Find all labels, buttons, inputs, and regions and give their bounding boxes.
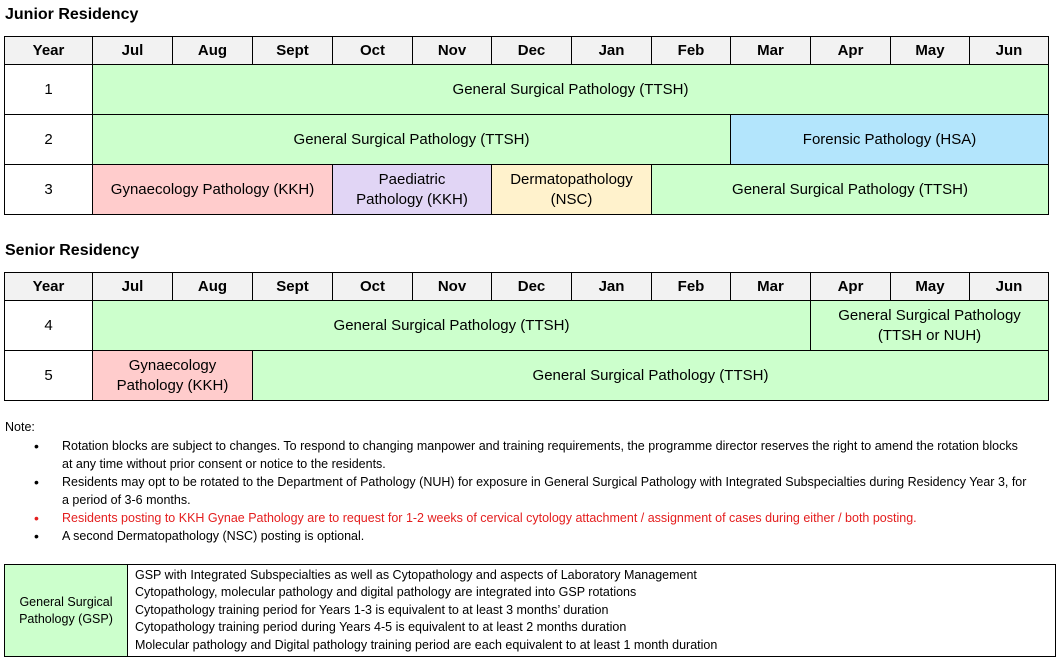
junior-header-oct: Oct: [333, 37, 413, 65]
senior-header-nov: Nov: [413, 273, 492, 301]
senior-header-mar: Mar: [731, 273, 811, 301]
junior-header-row: [5, 37, 1049, 65]
senior-header-apr: Apr: [811, 273, 891, 301]
rotation-block: General Surgical Pathology (TTSH): [93, 65, 1049, 115]
gsp-legend-line: Cytopathology training period during Years 4-5 is equivalent to at least 2 months duration: [135, 620, 627, 635]
senior-rotation-table: [4, 272, 1049, 401]
rotation-block: Forensic Pathology (HSA): [731, 115, 1049, 165]
senior-header-sept: Sept: [253, 273, 333, 301]
senior-header-jun: Jun: [970, 273, 1049, 301]
gsp-legend-line: Cytopathology, molecular pathology and digital pathology are integrated into GSP rotations: [135, 585, 637, 600]
junior-row-year-3: [5, 165, 1049, 215]
senior-row-year-5: [5, 351, 1049, 401]
junior-header-jun: Jun: [970, 37, 1049, 65]
rotation-block: Gynaecology Pathology (KKH): [93, 165, 333, 215]
year-cell: 5: [5, 351, 93, 401]
year-cell: 3: [5, 165, 93, 215]
senior-header-may: May: [891, 273, 970, 301]
senior-header-dec: Dec: [492, 273, 572, 301]
rotation-block: General Surgical Pathology (TTSH): [253, 351, 1049, 401]
gsp-legend-body: [128, 565, 1056, 657]
senior-header-jul: Jul: [93, 273, 173, 301]
rotation-block: General Surgical Pathology (TTSH): [652, 165, 1049, 215]
gsp-legend-table: [4, 564, 1056, 657]
rotation-block: Gynaecology Pathology (KKH): [93, 351, 253, 401]
junior-header-year: Year: [5, 37, 93, 65]
notes-label: Note:: [5, 420, 35, 434]
rotation-block: General Surgical Pathology (TTSH or NUH): [811, 301, 1049, 351]
junior-rotation-table: [4, 36, 1049, 215]
senior-row-year-4: [5, 301, 1049, 351]
rotation-block: General Surgical Pathology (TTSH): [93, 301, 811, 351]
year-cell: 4: [5, 301, 93, 351]
junior-header-may: May: [891, 37, 970, 65]
year-cell: 1: [5, 65, 93, 115]
senior-header-oct: Oct: [333, 273, 413, 301]
junior-header-feb: Feb: [652, 37, 731, 65]
note-item-3: • Residents posting to KKH Gynae Pathology are to request for 1-2 weeks of cervical cytology attachment / assignment of cases during either / both posting.: [38, 509, 1028, 527]
rotation-block: General Surgical Pathology (TTSH): [93, 115, 731, 165]
junior-row-year-2: [5, 115, 1049, 165]
junior-header-apr: Apr: [811, 37, 891, 65]
junior-header-nov: Nov: [413, 37, 492, 65]
junior-header-jul: Jul: [93, 37, 173, 65]
senior-header-feb: Feb: [652, 273, 731, 301]
junior-header-aug: Aug: [173, 37, 253, 65]
senior-header-jan: Jan: [572, 273, 652, 301]
gsp-legend-label: General Surgical Pathology (GSP): [5, 565, 128, 657]
senior-residency-title: Senior Residency: [5, 242, 140, 259]
note-item-1: • Rotation blocks are subject to changes. To respond to changing manpower and training requirements, the programme director reserves the right to amend the rotation blocks at any time without prior consent or notice to the residents.: [38, 437, 1028, 473]
junior-header-dec: Dec: [492, 37, 572, 65]
senior-header-row: [5, 273, 1049, 301]
junior-header-sept: Sept: [253, 37, 333, 65]
senior-header-year: Year: [5, 273, 93, 301]
junior-residency-title: Junior Residency: [5, 6, 139, 23]
gsp-legend-line: Cytopathology training period for Years 1-3 is equivalent to at least 3 months’ duration: [135, 602, 609, 617]
senior-header-aug: Aug: [173, 273, 253, 301]
rotation-block: Paediatric Pathology (KKH): [333, 165, 492, 215]
junior-header-mar: Mar: [731, 37, 811, 65]
note-item-4: • A second Dermatopathology (NSC) posting is optional.: [38, 527, 1028, 545]
year-cell: 2: [5, 115, 93, 165]
gsp-legend-line: GSP with Integrated Subspecialties as well as Cytopathology and aspects of Laboratory Management: [135, 568, 697, 582]
note-item-2: • Residents may opt to be rotated to the Department of Pathology (NUH) for exposure in General Surgical Pathology with Integrated Subspecialties during Residency Year 3, for a period of 3-6 months.: [38, 473, 1028, 509]
junior-header-jan: Jan: [572, 37, 652, 65]
junior-row-year-1: [5, 65, 1049, 115]
gsp-legend-line: Molecular pathology and Digital pathology training period are each equivalent to at least 1 month duration: [135, 637, 718, 652]
rotation-block: Dermatopathology (NSC): [492, 165, 652, 215]
notes-list: [38, 437, 1028, 545]
